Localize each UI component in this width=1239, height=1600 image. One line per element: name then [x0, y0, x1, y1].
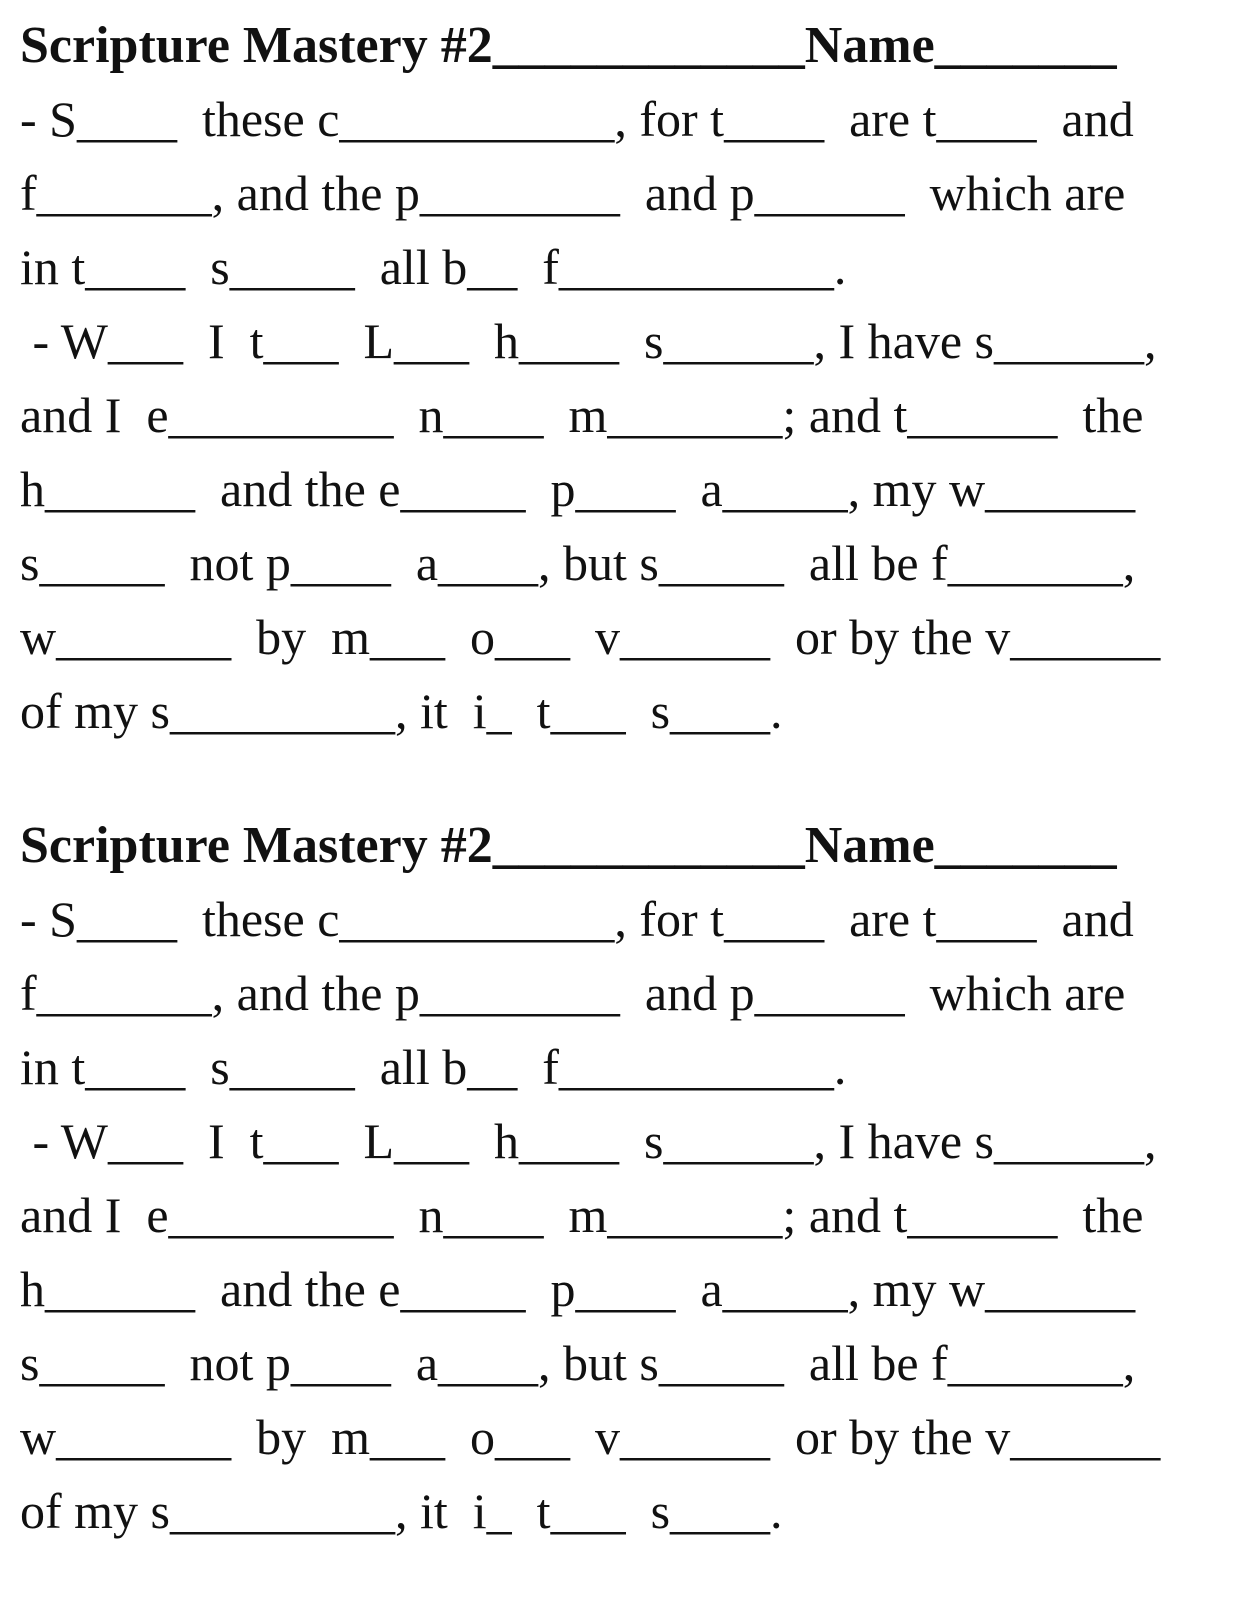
worksheet-2: [20, 810, 1200, 1548]
verse-line-9: of my s_________, it i_ t___ s____.: [20, 1483, 783, 1539]
verse-line-1: - S____ these c___________, for t____ are t____ and: [20, 91, 1134, 147]
verse-line-6: h______ and the e_____ p____ a_____, my w______: [20, 461, 1136, 517]
verse-line-2: f_______, and the p________ and p______ which are: [20, 165, 1126, 221]
verse-line-4: - W___ I t___ L___ h____ s______, I have s______,: [20, 1113, 1157, 1169]
worksheet-title: Scripture Mastery #2____________Name_______: [20, 17, 1117, 74]
verse-line-3: in t____ s_____ all b__ f___________.: [20, 1039, 847, 1095]
verse-line-7: s_____ not p____ a____, but s_____ all be f_______,: [20, 535, 1136, 591]
verse-line-7: s_____ not p____ a____, but s_____ all be f_______,: [20, 1335, 1136, 1391]
verse-line-2: f_______, and the p________ and p______ which are: [20, 965, 1126, 1021]
verse-line-5: and I e_________ n____ m_______; and t______ the: [20, 1187, 1144, 1243]
verse-line-8: w_______ by m___ o___ v______ or by the v______: [20, 609, 1161, 665]
verse-line-4: - W___ I t___ L___ h____ s______, I have s______,: [20, 313, 1157, 369]
verse-line-3: in t____ s_____ all b__ f___________.: [20, 239, 847, 295]
verse-line-5: and I e_________ n____ m_______; and t______ the: [20, 387, 1144, 443]
worksheet-title: Scripture Mastery #2____________Name_______: [20, 817, 1117, 874]
verse-line-1: - S____ these c___________, for t____ are t____ and: [20, 891, 1134, 947]
verse-line-8: w_______ by m___ o___ v______ or by the v______: [20, 1409, 1161, 1465]
verse-line-6: h______ and the e_____ p____ a_____, my w______: [20, 1261, 1136, 1317]
worksheet-1: [20, 10, 1200, 748]
verse-line-9: of my s_________, it i_ t___ s____.: [20, 683, 783, 739]
